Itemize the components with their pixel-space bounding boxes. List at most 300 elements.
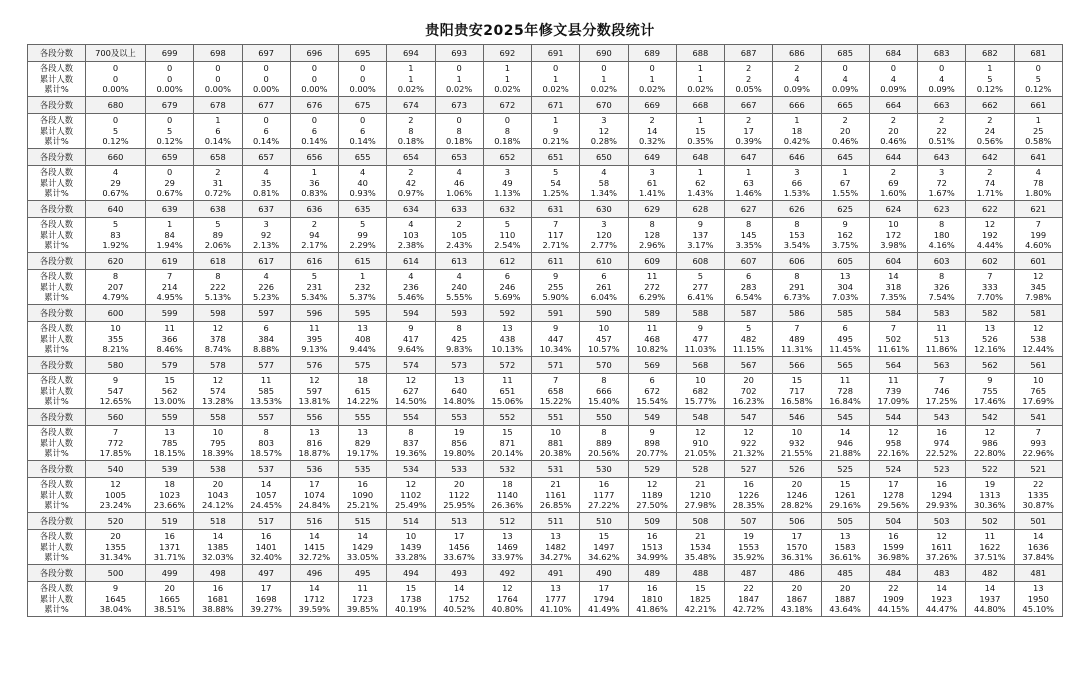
cumulative-value: 889 [595,437,612,448]
label-percent: 累计% [44,552,69,563]
cumulative-value: 1497 [593,541,615,552]
score-cell: 666 [773,97,821,114]
score-cell: 554 [387,409,435,426]
percent-value: 2.54% [494,240,521,251]
score-cell: 617 [242,253,290,270]
score-cell: 524 [869,461,917,478]
data-cell [242,166,290,201]
count-value: 15 [405,583,417,594]
percent-value: 37.84% [1022,552,1055,563]
data-cell [918,426,966,461]
data-cell [242,374,290,409]
cumulative-value: 1261 [834,489,856,500]
percent-value: 44.47% [925,604,958,615]
data-cell [242,62,290,97]
score-cell: 672 [483,97,531,114]
cumulative-value: 746 [933,385,950,396]
count-value: 12 [646,479,658,490]
data-cell [869,62,917,97]
percent-value: 1.55% [831,188,859,199]
cumulative-value: 717 [788,385,805,396]
score-cell: 691 [532,45,580,62]
data-row [28,426,1063,461]
label-count: 各段人数 [39,63,74,74]
score-cell: 628 [676,201,724,218]
count-value: 7 [794,323,800,334]
data-cell [86,426,146,461]
score-cell: 519 [146,513,194,530]
count-value: 8 [794,271,800,282]
cumulative-value: 1102 [400,489,422,500]
score-cell: 677 [242,97,290,114]
percent-value: 26.85% [539,500,572,511]
data-cell [483,166,531,201]
row-labels [28,374,86,409]
score-cell: 580 [86,357,146,374]
count-value: 9 [842,219,848,230]
score-cell: 632 [483,201,531,218]
data-cell [773,166,821,201]
score-label: 各段分数 [28,357,86,374]
data-cell [628,478,676,513]
data-cell [290,374,338,409]
count-value: 12 [405,479,417,490]
percent-value: 2.71% [542,240,569,251]
percent-value: 24.45% [250,500,282,511]
cumulative-value: 1177 [593,489,615,500]
percent-value: 7.54% [928,292,955,303]
count-value: 0 [842,63,848,74]
data-cell [580,478,628,513]
percent-value: 44.15% [877,604,910,615]
score-cell: 654 [387,149,435,166]
score-cell: 641 [1014,149,1063,166]
score-cell: 625 [821,201,869,218]
cumulative-value: 597 [306,385,323,396]
score-cell: 490 [580,565,628,582]
label-cumulative: 累计人数 [39,73,74,84]
count-value: 10 [212,427,224,438]
cumulative-value: 829 [354,437,371,448]
score-cell: 614 [387,253,435,270]
data-cell [194,374,242,409]
score-row [28,461,1063,478]
count-value: 2 [311,219,318,230]
count-value: 11 [646,271,658,282]
data-cell [483,62,531,97]
data-cell [86,114,146,149]
count-value: 0 [456,63,462,74]
count-value: 3 [504,167,511,178]
score-cell: 500 [86,565,146,582]
cumulative-value: 871 [499,437,516,448]
data-cell [676,114,724,149]
count-value: 4 [359,167,366,178]
score-row [28,253,1063,270]
count-value: 7 [166,271,173,282]
count-value: 2 [794,63,800,74]
score-cell: 655 [339,149,387,166]
data-cell [966,62,1014,97]
data-row [28,582,1063,617]
percent-value: 0.18% [445,136,473,147]
score-cell: 593 [435,305,483,322]
data-cell [194,530,242,565]
cumulative-value: 1469 [496,541,518,552]
cumulative-value: 226 [258,281,275,292]
percent-value: 11.86% [925,344,958,355]
count-value: 16 [743,479,754,490]
score-cell: 504 [869,513,917,530]
score-cell: 569 [628,357,676,374]
count-value: 12 [309,375,320,386]
data-cell [869,322,917,357]
cumulative-value: 922 [740,437,757,448]
cumulative-value: 20 [888,125,899,136]
count-value: 13 [164,427,175,438]
count-value: 19 [743,531,754,542]
score-cell: 592 [483,305,531,322]
score-cell: 668 [676,97,724,114]
percent-value: 23.66% [153,500,186,511]
count-value: 1 [697,167,704,178]
data-cell [628,582,676,617]
score-cell: 587 [725,305,773,322]
cumulative-value: 910 [692,437,709,448]
cumulative-value: 1 [601,73,607,84]
cumulative-value: 1246 [786,489,808,500]
count-value: 11 [984,531,996,542]
count-value: 11 [357,583,368,594]
data-cell [86,270,146,305]
cumulative-value: 502 [885,333,902,344]
percent-value: 1.60% [880,188,907,199]
data-cell [242,426,290,461]
score-label: 各段分数 [28,513,86,530]
count-value: 17 [260,583,272,594]
data-cell [532,270,580,305]
data-cell [146,62,194,97]
data-cell [676,62,724,97]
count-value: 15 [695,583,706,594]
percent-value: 33.28% [395,552,427,563]
count-value: 14 [309,583,320,594]
data-cell [194,218,242,253]
data-cell [580,166,628,201]
row-labels [28,114,86,149]
score-cell: 564 [869,357,917,374]
count-value: 15 [598,531,610,542]
data-row [28,374,1063,409]
data-cell [290,426,338,461]
count-value: 10 [598,323,610,334]
cumulative-value: 222 [209,281,226,292]
cumulative-value: 0 [311,73,318,84]
score-cell: 482 [966,565,1014,582]
percent-value: 38.88% [202,604,234,615]
score-cell: 606 [773,253,821,270]
percent-value: 36.31% [781,552,813,563]
score-cell: 647 [725,149,773,166]
cumulative-value: 856 [451,437,468,448]
cumulative-value: 261 [595,281,612,292]
count-value: 20 [791,479,803,490]
percent-value: 15.40% [588,396,620,407]
count-value: 22 [743,583,754,594]
score-cell: 589 [628,305,676,322]
count-value: 5 [112,219,119,230]
score-row [28,201,1063,218]
score-row [28,357,1063,374]
cumulative-value: 5 [112,125,119,136]
score-cell: 687 [725,45,773,62]
score-cell: 570 [580,357,628,374]
data-cell [242,218,290,253]
data-cell [966,114,1014,149]
score-cell: 579 [146,357,194,374]
percent-value: 0.00% [252,84,280,95]
percent-value: 8.21% [102,344,129,355]
score-cell: 596 [290,305,338,322]
data-cell [966,530,1014,565]
data-cell [918,62,966,97]
score-cell: 532 [483,461,531,478]
cumulative-value: 816 [306,437,323,448]
score-cell: 660 [86,149,146,166]
percent-value: 38.51% [153,604,186,615]
score-cell: 517 [242,513,290,530]
count-value: 0 [601,63,607,74]
score-cell: 575 [339,357,387,374]
data-cell [435,322,483,357]
data-cell [676,582,724,617]
row-labels [28,478,86,513]
data-cell [86,62,146,97]
score-cell: 568 [676,357,724,374]
score-cell: 494 [387,565,435,582]
data-cell [773,218,821,253]
count-value: 0 [263,63,269,74]
cumulative-value: 145 [740,229,757,240]
count-value: 13 [502,531,513,542]
percent-value: 17.25% [925,396,958,407]
count-value: 1 [697,63,704,74]
percent-value: 18.15% [153,448,186,459]
percent-value: 0.67% [156,188,183,199]
percent-value: 10.34% [539,344,572,355]
cumulative-value: 477 [692,333,709,344]
score-cell: 620 [86,253,146,270]
data-cell [146,374,194,409]
percent-value: 10.57% [588,344,620,355]
data-cell [725,62,773,97]
percent-value: 4.95% [156,292,183,303]
percent-value: 5.55% [445,292,473,303]
percent-value: 22.16% [877,448,910,459]
count-value: 4 [601,167,607,178]
cumulative-value: 31 [212,177,224,188]
percent-value: 5.23% [252,292,280,303]
count-value: 8 [263,427,269,438]
percent-value: 0.18% [494,136,521,147]
cumulative-value: 304 [837,281,854,292]
cumulative-value: 236 [402,281,419,292]
score-cell: 508 [676,513,724,530]
data-cell [242,270,290,305]
data-cell [194,114,242,149]
data-cell [869,530,917,565]
score-cell: 683 [918,45,966,62]
cumulative-value: 207 [107,281,124,292]
score-cell: 639 [146,201,194,218]
percent-value: 8.74% [204,344,232,355]
data-cell [1014,374,1063,409]
score-cell: 501 [1014,513,1063,530]
count-value: 1 [215,115,221,126]
score-cell: 667 [725,97,773,114]
score-cell: 551 [532,409,580,426]
percent-value: 1.67% [928,188,955,199]
count-value: 8 [745,219,752,230]
data-cell [676,426,724,461]
percent-value: 1.71% [976,188,1004,199]
cumulative-value: 562 [161,385,178,396]
data-cell [483,582,531,617]
score-cell: 540 [86,461,146,478]
percent-value: 0.12% [102,136,129,147]
percent-value: 0.05% [735,84,762,95]
data-cell [628,218,676,253]
cumulative-value: 318 [885,281,902,292]
score-cell: 521 [1014,461,1063,478]
percent-value: 11.45% [829,344,861,355]
count-value: 0 [890,63,897,74]
percent-value: 21.88% [829,448,861,459]
cumulative-value: 482 [740,333,757,344]
cumulative-value: 986 [981,437,998,448]
score-cell: 552 [483,409,531,426]
percent-value: 13.81% [298,396,331,407]
data-cell [1014,270,1063,305]
data-cell [146,114,194,149]
cumulative-value: 15 [695,125,706,136]
count-value: 21 [695,531,706,542]
percent-value: 14.80% [443,396,475,407]
score-cell: 555 [339,409,387,426]
score-cell: 486 [773,565,821,582]
cumulative-value: 1712 [303,593,325,604]
count-value: 12 [1032,323,1044,334]
cumulative-value: 1122 [448,489,470,500]
cumulative-value: 526 [981,333,998,344]
label-cumulative: 累计人数 [39,385,74,396]
score-cell: 700及以上 [86,45,146,62]
percent-value: 42.72% [732,604,765,615]
score-cell: 546 [773,409,821,426]
cumulative-value: 8 [456,125,462,136]
percent-value: 0.14% [301,136,328,147]
cumulative-value: 1810 [641,593,663,604]
count-value: 10 [888,219,899,230]
percent-value: 2.77% [590,240,618,251]
score-cell: 529 [628,461,676,478]
cumulative-value: 333 [981,281,998,292]
score-cell: 510 [580,513,628,530]
percent-value: 39.27% [250,604,282,615]
percent-value: 5.34% [301,292,328,303]
score-cell: 633 [435,201,483,218]
cumulative-value: 425 [451,333,468,344]
cumulative-value: 1 [649,73,655,84]
count-value: 2 [745,63,752,74]
cumulative-value: 1429 [352,541,374,552]
percent-value: 3.35% [735,240,762,251]
score-cell: 533 [435,461,483,478]
data-cell [869,582,917,617]
label-percent: 累计% [44,396,69,407]
label-cumulative: 累计人数 [39,177,74,188]
count-value: 2 [408,167,414,178]
cumulative-value: 46 [453,177,465,188]
data-cell [387,270,435,305]
percent-value: 4.16% [928,240,955,251]
score-label: 各段分数 [28,409,86,426]
data-cell [676,270,724,305]
percent-value: 0.09% [880,84,907,95]
cumulative-value: 803 [258,437,275,448]
cumulative-value: 1923 [931,593,953,604]
count-value: 17 [598,583,610,594]
cumulative-value: 795 [209,437,226,448]
cumulative-value: 1074 [303,489,325,500]
count-value: 4 [112,167,119,178]
cumulative-value: 932 [788,437,805,448]
count-value: 16 [212,583,224,594]
cumulative-value: 1005 [104,489,127,500]
cumulative-value: 326 [933,281,950,292]
data-cell [339,62,387,97]
data-cell [483,114,531,149]
percent-value: 37.51% [974,552,1006,563]
cumulative-value: 739 [885,385,902,396]
cumulative-value: 2 [745,73,752,84]
score-cell: 636 [290,201,338,218]
percent-value: 0.72% [204,188,232,199]
score-cell: 545 [821,409,869,426]
count-value: 15 [502,427,513,438]
percent-value: 8.88% [252,344,280,355]
percent-value: 0.00% [349,84,376,95]
percent-value: 17.46% [974,396,1006,407]
count-value: 0 [359,63,366,74]
count-value: 13 [502,323,513,334]
score-cell: 509 [628,513,676,530]
percent-value: 0.14% [252,136,280,147]
cumulative-value: 0 [166,73,173,84]
score-cell: 696 [290,45,338,62]
data-cell [339,374,387,409]
score-cell: 693 [435,45,483,62]
score-cell: 624 [869,201,917,218]
count-value: 4 [1035,167,1041,178]
score-cell: 653 [435,149,483,166]
percent-value: 0.00% [102,84,129,95]
data-cell [435,218,483,253]
cumulative-value: 495 [837,333,854,344]
count-value: 16 [260,531,272,542]
percent-value: 0.09% [831,84,859,95]
data-cell [821,530,869,565]
